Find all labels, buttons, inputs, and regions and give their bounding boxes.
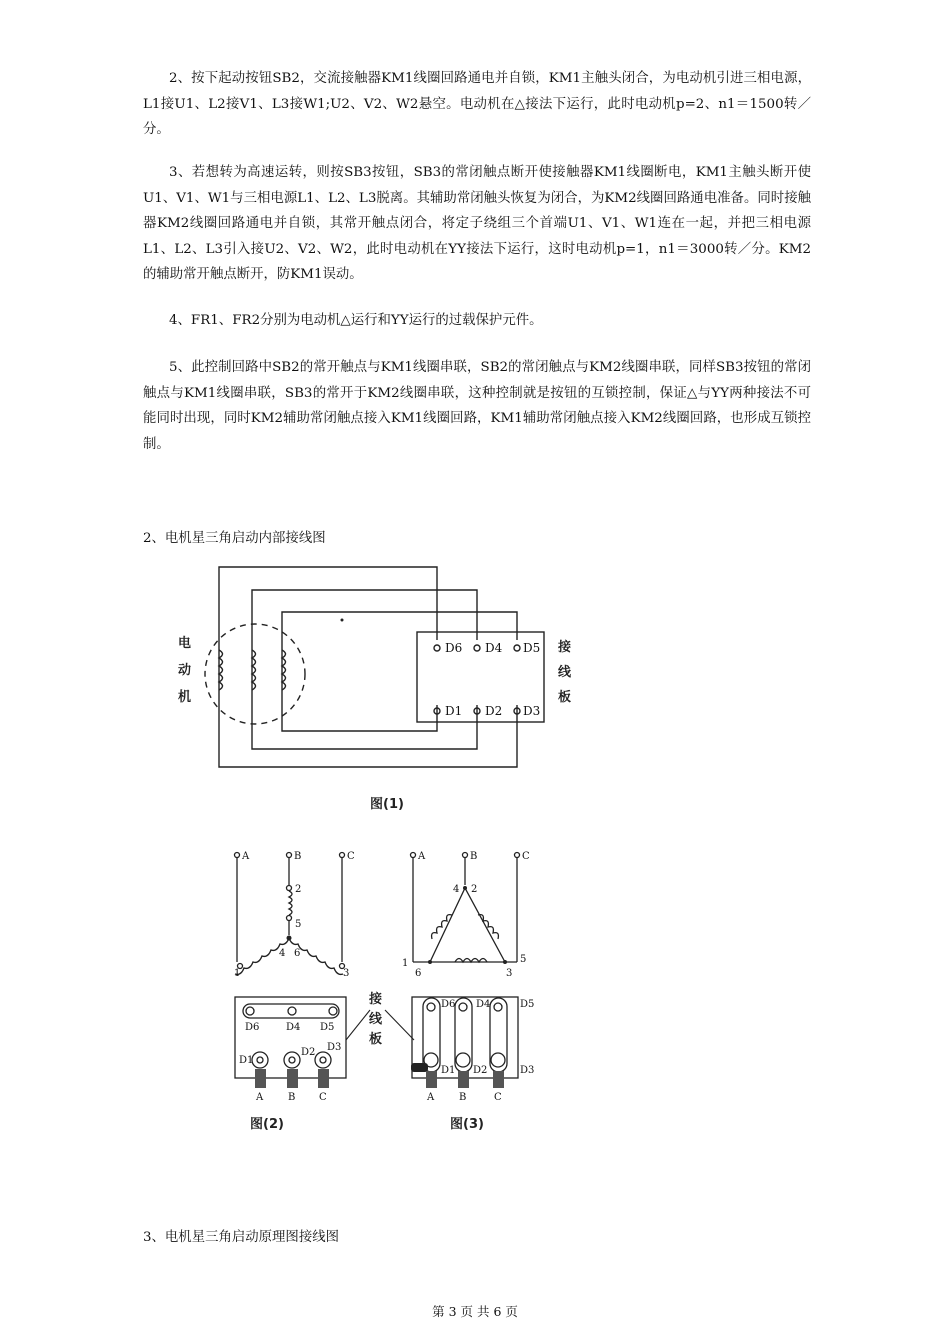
fig3-num-5: 5 bbox=[520, 954, 527, 965]
fig2-num-4: 4 bbox=[279, 948, 286, 959]
fig2-num-1: 1 bbox=[234, 968, 241, 979]
fig2-num-5: 5 bbox=[295, 919, 302, 930]
fig1-motor-label-2: 动 bbox=[178, 663, 192, 678]
fig2-bottom-b: B bbox=[288, 1092, 296, 1103]
fig2-d4: D4 bbox=[286, 1022, 301, 1033]
fig2-phase-a: A bbox=[242, 851, 250, 862]
fig2-d1: D1 bbox=[239, 1055, 254, 1066]
fig1-caption: 图(1) bbox=[370, 797, 404, 812]
fig3-phase-b: B bbox=[470, 851, 478, 862]
fig3-num-1: 1 bbox=[402, 958, 409, 969]
fig1-label-d4: D4 bbox=[485, 641, 503, 655]
fig3-num-2: 2 bbox=[471, 884, 478, 895]
section-2-title: 2、电机星三角启动内部接线图 bbox=[143, 531, 326, 546]
fig3-d1: D1 bbox=[441, 1065, 456, 1076]
fig2-num-2: 2 bbox=[295, 884, 302, 895]
fig3-d3: D3 bbox=[520, 1065, 535, 1076]
fig2-caption: 图(2) bbox=[250, 1117, 284, 1132]
mid-board-label-1: 接 bbox=[369, 992, 383, 1007]
fig3-phase-c: C bbox=[522, 851, 530, 862]
fig1-label-d1: D1 bbox=[445, 704, 463, 718]
fig3-d4: D4 bbox=[476, 999, 491, 1010]
section-3-title: 3、电机星三角启动原理图接线图 bbox=[143, 1230, 339, 1245]
fig1-label-d3: D3 bbox=[523, 704, 541, 718]
mid-board-label-2: 线 bbox=[369, 1012, 383, 1027]
fig1-board-label-1: 接 bbox=[558, 640, 572, 655]
fig3-d2: D2 bbox=[473, 1065, 488, 1076]
fig3-d5: D5 bbox=[520, 999, 535, 1010]
fig1-loop-inner bbox=[282, 612, 517, 731]
fig1-label-d6: D6 bbox=[445, 641, 463, 655]
fig1-terminal-d5 bbox=[514, 645, 520, 651]
fig3-bottom-c: C bbox=[494, 1092, 502, 1103]
fig2-bottom-c: C bbox=[319, 1092, 327, 1103]
mid-board-label-3: 板 bbox=[369, 1032, 383, 1047]
paragraph-3: 3、若想转为高速运转，则按SB3按钮，SB3的常闭触点断开使接触器KM1线圈断电，KM1主触头断开使U1、V1、W1与三相电源L1、L2、L3脱离。其辅助常闭触头恢复为闭合，为KM2线圈回路通电准备。同时接触器KM2线圈回路通电并自锁，其常开触点闭合，将定子绕组三个首端U1、V1、W1连在一起，并把三相电源L1、L2、L3引入接U2、V2、W2，此时电动机在YY接法下运行，这时电动机p=1，n1＝3000转／分。KM2的辅助常开触点断开，防KM1误动。 bbox=[143, 165, 811, 283]
fig1-loop-outer bbox=[219, 567, 517, 767]
fig2-num-3: 3 bbox=[343, 968, 350, 979]
fig2-d5: D5 bbox=[320, 1022, 335, 1033]
fig3-phase-a: A bbox=[418, 851, 426, 862]
fig3-num-3: 3 bbox=[506, 968, 513, 979]
fig3-num-6: 6 bbox=[415, 968, 422, 979]
fig1-label-d5: D5 bbox=[523, 641, 541, 655]
fig2-d3: D3 bbox=[327, 1042, 342, 1053]
fig2-phase-b: B bbox=[294, 851, 302, 862]
fig3-bottom-b: B bbox=[459, 1092, 467, 1103]
fig1-terminal-d6 bbox=[434, 645, 440, 651]
fig3-num-4: 4 bbox=[453, 884, 460, 895]
fig3-bottom-a: A bbox=[427, 1092, 435, 1103]
fig2-bottom-a: A bbox=[256, 1092, 264, 1103]
fig2-d2: D2 bbox=[301, 1047, 316, 1058]
fig1-label-d2: D2 bbox=[485, 704, 503, 718]
paragraph-4: 4、FR1、FR2分别为电动机△运行和YY运行的过载保护元件。 bbox=[169, 313, 543, 328]
paragraph-5: 5、此控制回路中SB2的常开触点与KM1线圈串联，SB2的常闭触点与KM2线圈串联，同样SB3按钮的常闭触点与KM1线圈串联，SB3的常开于KM2线圈串联，这种控制就是按钮的互锁控制，保证△与YY两种接法不可能同时出现，同时KM2辅助常闭触点接入KM1线圈回路，KM1辅助常闭触点接入KM2线圈回路，也形成互锁控制。 bbox=[143, 360, 811, 452]
paragraph-2: 2、按下起动按钮SB2，交流接触器KM1线圈回路通电并自锁，KM1主触头闭合，为电动机引进三相电源，L1接U1、L2接V1、L3接W1;U2、V2、W2悬空。电动机在△接法下运行，此时电动机p=2、n1＝1500转／分。 bbox=[143, 71, 811, 138]
fig3-d6: D6 bbox=[441, 999, 456, 1010]
fig1-motor-label-1: 电 bbox=[178, 636, 192, 651]
page-footer: 第 3 页 共 6 页 bbox=[432, 1304, 518, 1319]
fig2-num-6: 6 bbox=[294, 948, 301, 959]
fig1-terminal-d4 bbox=[474, 645, 480, 651]
fig1-motor-label-3: 机 bbox=[178, 690, 192, 705]
fig3-caption: 图(3) bbox=[450, 1117, 484, 1132]
fig2-phase-c: C bbox=[347, 851, 355, 862]
fig2-d6: D6 bbox=[245, 1022, 260, 1033]
fig1-board-label-2: 线 bbox=[558, 665, 572, 680]
fig1-board-label-3: 板 bbox=[558, 690, 572, 705]
